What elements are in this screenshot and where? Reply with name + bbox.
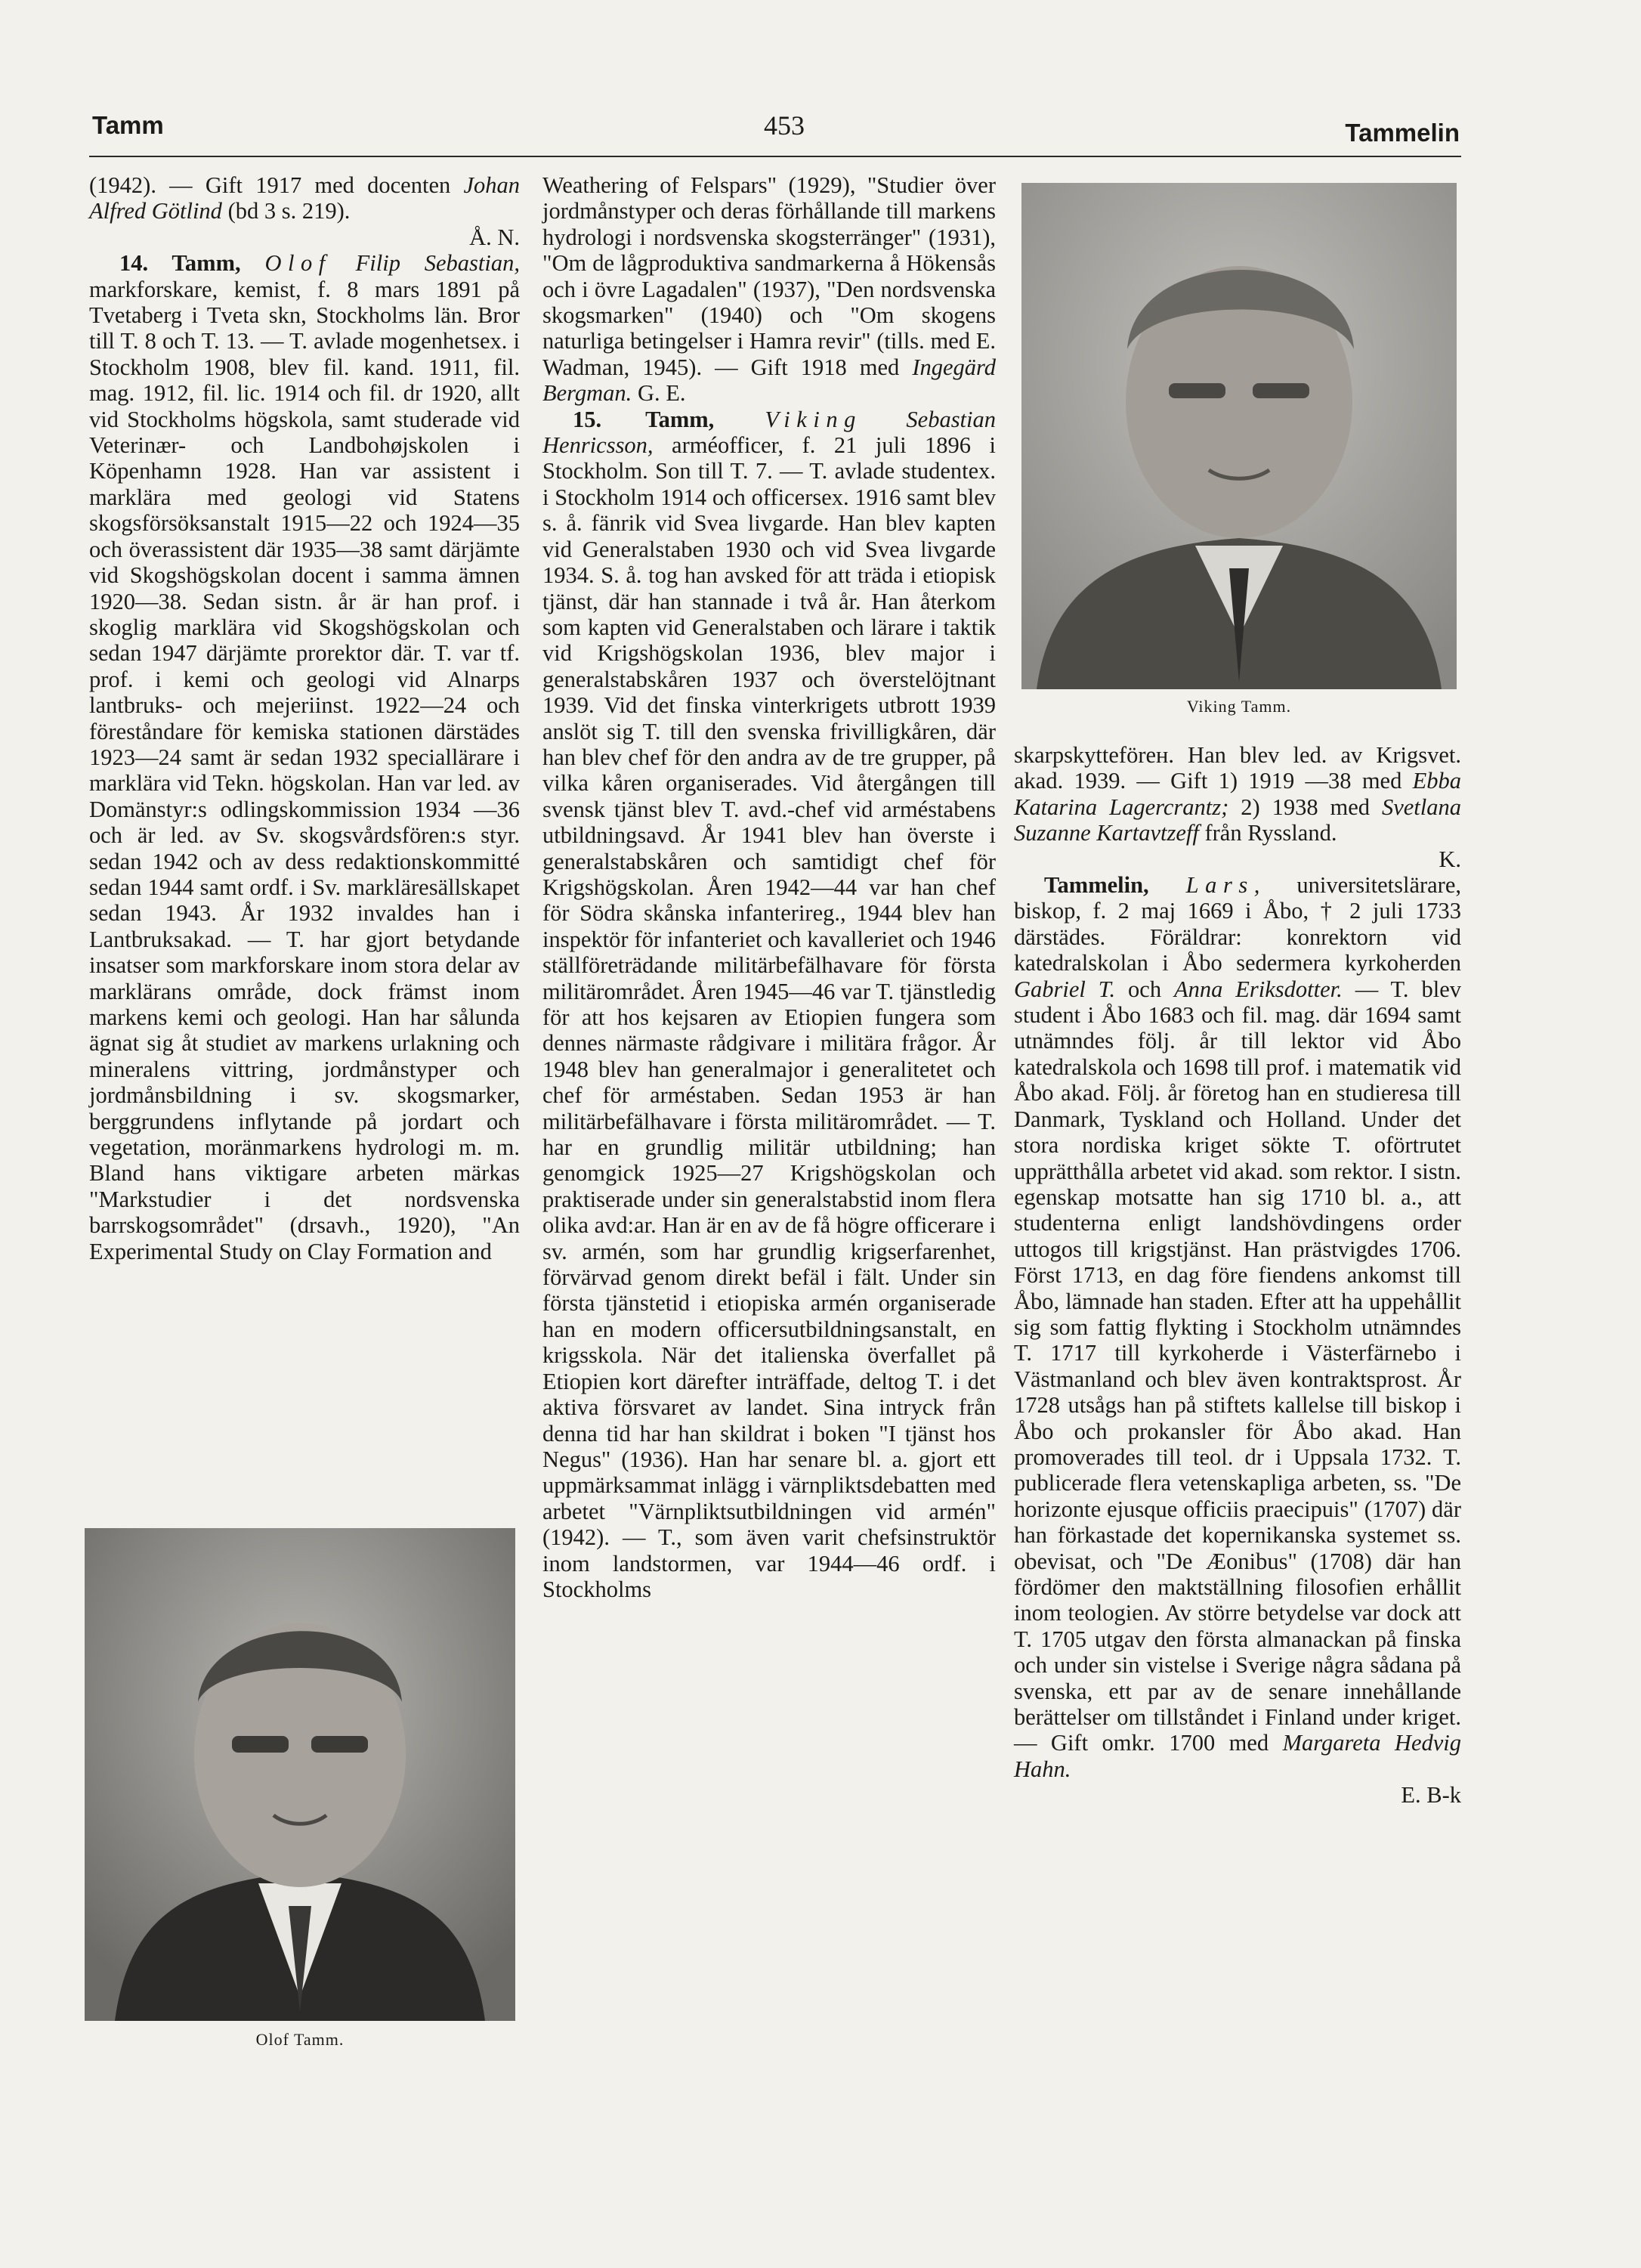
column-3 [1014,742,1461,1809]
entry-15 [542,407,996,1603]
person-name: Margareta Hedvig Hahn. [1014,1730,1462,1782]
photo-caption-olof: Olof Tamm. [255,2030,345,2049]
entry-given-name: Viking [714,406,862,432]
person-name: Ebba Katarina Lagercrantz; [1014,768,1461,820]
column-2 [542,172,996,1602]
entry-14 [89,250,520,1264]
portrait-photo-olof [85,1528,515,2021]
entry-text: markforskare, kemist, f. 8 mars 1891 på Tvetaberg i Tveta skn, Stockholms län. Bror till T. 8 och T. 13. — T. avlade mogenhetsex. i Stockholm 1908, blev fil. kand. 1911, fil. mag. 1912, fil. lic. 1914 och fil. dr 1920, allt vid Stockholms högskola, samt studerade vid Veterinær- och Landbohøjskolen i Köpenhamn 1928. Han var assistent i marklära med geologi vid Statens skogsförsöksanstalt 1915—22 och 1924—35 och överassistent där 1935—38 samt därjämte vid Skogshögskolan docent i samma ämnen 1920—38. Sedan sistn. år är han prof. i skoglig marklära vid Skogshögskolan och sedan 1947 därjämte prorektor där. T. var tf. prof. i kemi och geologi vid Alnarps lantbruks- och mejeriinst. 1922—24 och föreståndare för kemiska stationen därstädes 1923—24 samt är sedan 1932 speciallärare i marklära vid Tekn. högskolan. Han var led. av Domänstyr:s odlingskommission 1934 —36 och är led. av Sv. skogsvårdsfören:s styr. sedan 1942 och av dess redaktionskommitté sedan 1944 samt ordf. i Sv. markläresällskapet sedan 1943. År 1932 invaldes han i Lantbruksakad. — T. har gjort betydande insatser som markforskare inom stora delar av marklärans område, dock främst inom markens kemi och geologi. Han har sålunda ägnat sig åt studiet av markens urlakning och mineralens vittring, jordmånstyper och jordmånsbildning i sv. skogsmarker, berggrundens inflytande på jordart och vegetation, moränmarkens hydrologi m. m. Bland hans viktigare arbeten märkas "Markstudier i det nordsvenska barrskogsområdet" (drsavh., 1920), "An Experimental Study on Clay Formation and [89,276,520,1264]
person-name: Svetlana Suzanne Kartavtzeff [1014,794,1462,846]
entry-text: — T. blev student i Åbo 1683 och fil. mag. där 1694 samt utnämndes följ. år till lektor vid Åbo katedralskola och 1698 till prof. i matematik vid Åbo akad. Följ. år företog han en studieresa till Danmark, Tyskland och Holland. Under det stora nordiska kriget sökte T. oförtrutet upprätthålla arbetet vid akad. som rektor. I sistn. egenskap motsatte han sig 1710 bl. a., att studenterna enligt landshövdingens order uttogos till krigstjänst. Han prästvigdes 1706. Först 1713, en dag före fiendens ankomst till Åbo, lämnade han staden. Efter att ha uppehållit sig som fattig flykting i Stockholm utnämndes T. 1717 till kyrkoherde i Västerfärnebo i Västmanland och blev även kontraktsprost. År 1728 utsågs han på stiftets kallelse till biskop i Åbo och prokansler för Åbo akad. Han promoverades till teol. dr i Uppsala 1732. T. publicerade flera vetenskapliga arbeten, ss. "De horizonte ejusque officiis praecipuis" (1707) där han förkastade det kopernikanska systemet ss. obevisat, och "De Æonibus" (1708) där han fördömer den maktställning filosofien erhållit inom teologien. Av större betydelse var dock att T. 1705 utgav den första almanackan på finska och under sin vistelse i Sverige några sådana på svenska, ett par av de senare innehållande berättelser om tillståndet i Finland under kriget. — Gift omkr. 1700 med [1014,976,1461,1756]
entry-given-names: Sebastian Henricsson, [542,406,997,459]
signature: G. E. [632,380,686,407]
paragraph [542,172,996,407]
text: (bd 3 s. 219). [221,198,351,224]
entry-surname: Tamm, [172,250,241,277]
person-name: Johan Alfred Götlind [89,172,520,224]
paragraph [1014,742,1461,846]
running-head-right: Tammelin [1345,119,1460,147]
entry-text: universitetslärare, biskop, f. 2 maj 1669 i Åbo, † 2 juli 1733 därstädes. Föräldrar: konrektorn vid katedralskolan i Åbo sedermera kyrkoherden [1014,872,1461,976]
person-name: Anna Eriksdotter. [1174,976,1343,1002]
header-rule [89,156,1461,157]
person-name: Ingegärd Bergman. [542,354,996,407]
entry-tammelin [1014,872,1461,1782]
page-number: 453 [764,110,805,141]
entry-given-name: Lars, [1148,872,1266,899]
entry-surname: Tamm, [645,406,715,432]
entry-text: och [1115,976,1174,1002]
signature: Å. N. [469,224,520,250]
signature: K. [1439,846,1461,872]
entry-given-names: Filip Sebastian, [331,250,520,277]
entry-surname: Tammelin, [1044,872,1149,899]
running-head-left: Tamm [92,111,164,139]
entry-given-name: Olof [264,250,332,277]
text: från Ryssland. [1198,820,1337,846]
signature: E. B-k [1401,1782,1461,1809]
text: (1942). — Gift 1917 med docenten [89,172,464,198]
person-name: Gabriel T. [1014,976,1116,1002]
column-1 [89,172,520,1264]
portrait-photo-viking [1021,183,1457,689]
text: 2) 1938 med [1228,794,1382,820]
text: skarpskytteförен. Han blev led. av Krigsvet. akad. 1939. — Gift 1) 1919 —38 med [1014,742,1461,794]
paragraph [89,172,520,224]
entry-number: 14. [119,250,172,277]
text: Weathering of Felspars" (1929), "Studier över jordmånstyper och deras förhållande till markens hydrologi i nordsvenska skogsterränger" (1931), "Om de lågproduktiva sandmarkerna å Hökensås och i övre Lagadalen" (1937), "Den nordsvenska skogsmarken" (1940) och "Om skogens naturliga betingelser i Hamra revir" (tills. med E. Wadman, 1945). — Gift 1918 med [542,172,996,380]
photo-caption-viking: Viking Tamm. [1186,697,1292,716]
entry-text: arméofficer, f. 21 juli 1896 i Stockholm. Son till T. 7. — T. avlade studentex. i Stockholm 1914 och officersex. 1916 samt blev s. å. fänrik vid Svea livgarde. Han blev kapten vid Generalstaben 1930 och vid Svea livgarde 1934. S. å. tog han avsked för att träda i etiopisk tjänst, där han stannade i två år. Han återkom som kapten vid Generalstaben och lärare i taktik vid Krigshögskolan 1936, blev major i generalstabskåren 1937 och överstelöjtnant 1939. Vid det finska vinterkrigets utbrott 1939 anslöt sig T. till den svenska frivilligkåren, där han blev chef för den andra av de tre grupper, på vilka kåren organiserades. Vid återgången till svensk tjänst blev T. avd.-chef vid arméstabens utbildningsavd. År 1941 blev han överste i generalstabskåren och samtidigt chef för Krigshögskolan. Åren 1942—44 var han chef för Södra skånska infanterireg., 1944 blev han inspektör för infanteriet och kavalleriet och 1946 ställföreträdande militärbefälhavare för första militärområdet. Åren 1945—46 var T. tjänstledig för att hos kejsaren av Etiopien fungera som dennes närmaste rådgivare i militära frågor. År 1948 blev han generalmajor i generalitetet och chef för arméstaben. Sedan 1953 är han militärbefälhavare i första militärområdet. — T. har en grundlig militär utbildning; han genomgick 1925—27 Krigshögskolan och praktiserade under sin generalstabstid inom flera olika avd:ar. Han är en av de få högre officerare i sv. armén, som har grundlig krigserfarenhet, förvärvad genom direkt befäl i fält. Under sin första tjänstetid i etiopiska armén organiserade han en modern officersutbildningsanstalt, en krigsskola. När det italienska överfallet på Etiopien kort därefter inträffade, deltog T. i det aktiva försvaret av landet. Sina intryck från denna tid har han skildrat i boken "I tjänst hos Negus" (1936). Han har senare bl. a. gjort ett uppmärksammat inlägg i värnpliktsdebatten med arbetet "Värnpliktsutbildningen vid armén" (1942). — T., som även varit chefsinstruktör inom landstormen, var 1944—46 ordf. i Stockholms [542,432,996,1602]
entry-number: 15. [573,406,646,432]
